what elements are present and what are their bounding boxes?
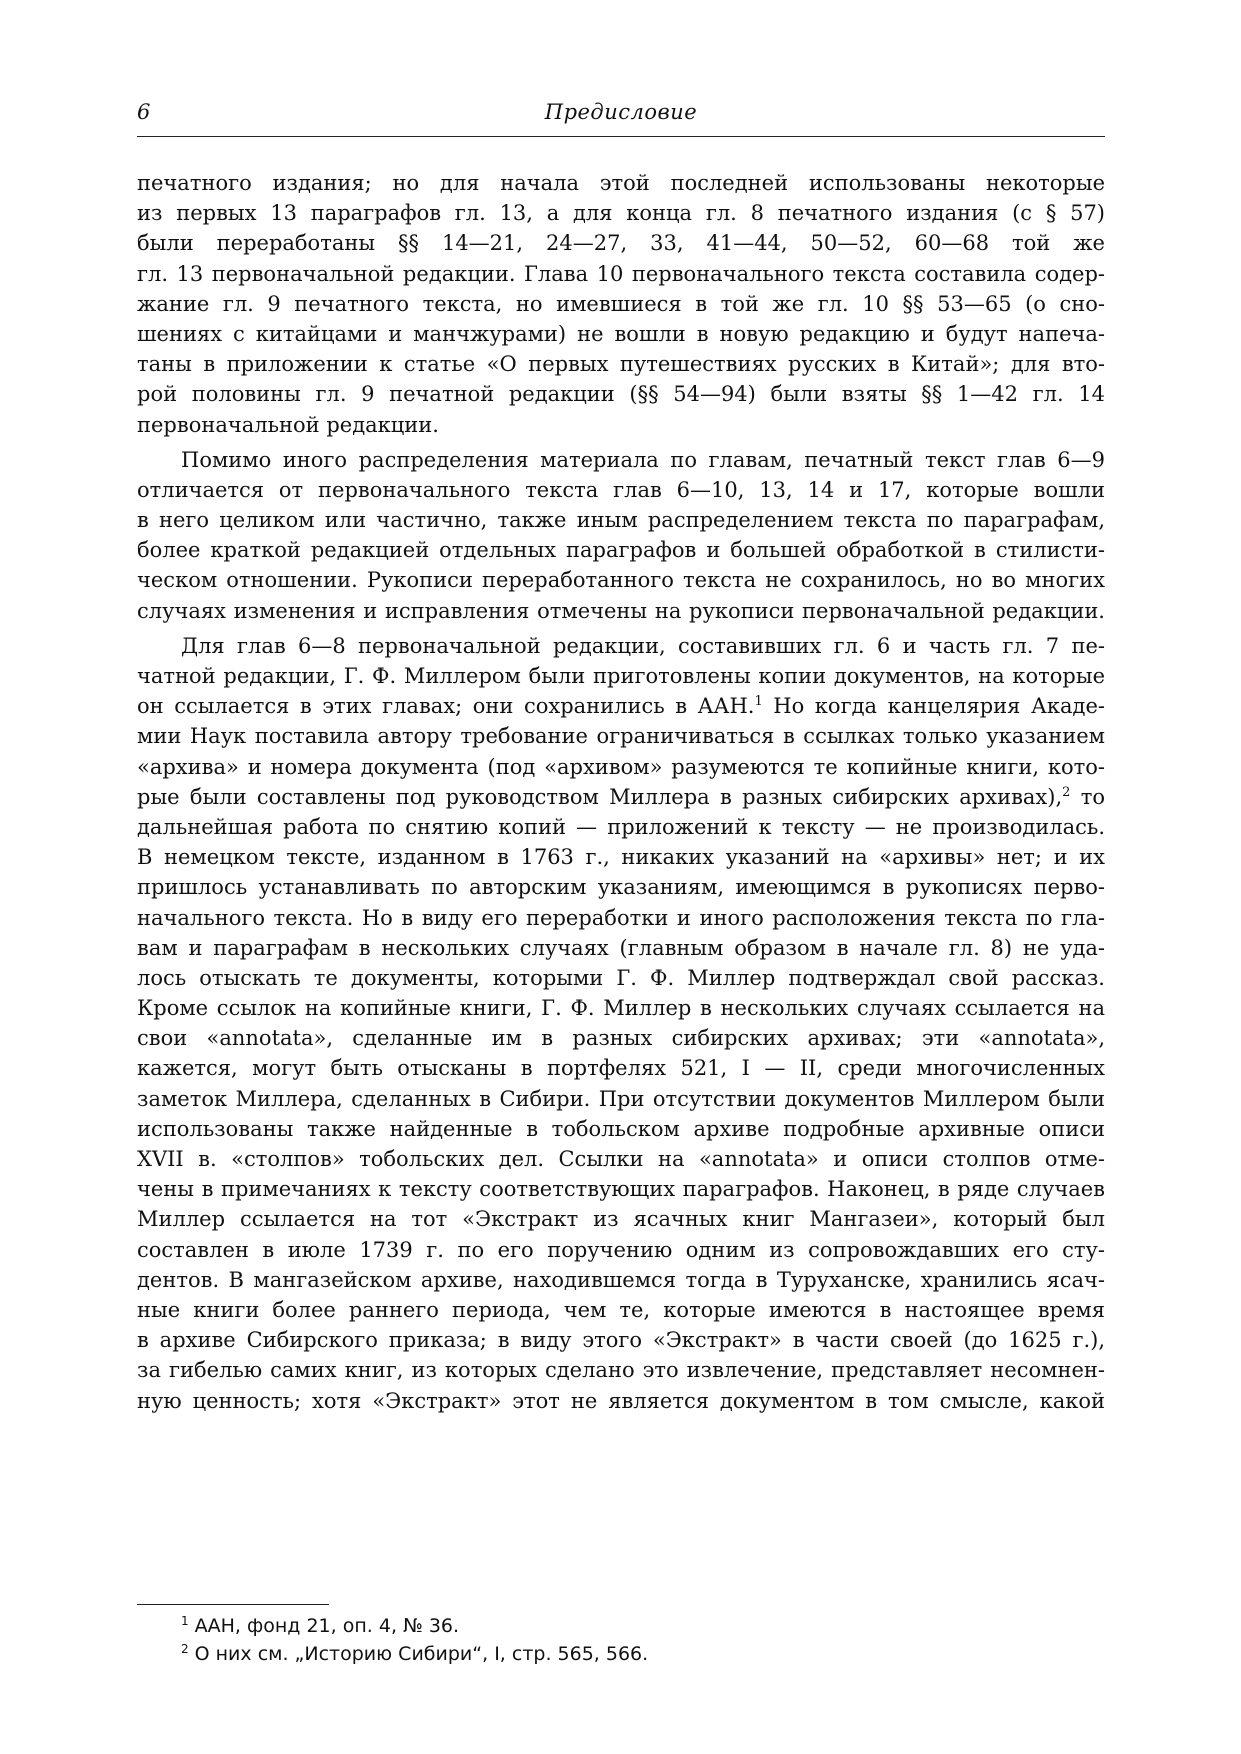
footnote-rule	[137, 1604, 329, 1605]
text-line: Миллер ссылается на тот «Экстракт из ясачных книг Мангазеи», который был	[137, 1207, 1105, 1232]
text-line: шениях с китайцами и манчжурами) не вошли в новую редакцию и будут напеча-	[137, 321, 1105, 346]
paragraph-1	[137, 168, 1105, 440]
text-line: дальнейшая работа по снятию копий — приложений к тексту — не производилась.	[137, 814, 1105, 839]
text-line: ческом отношении. Рукописи переработанного текста не сохранилось, но во многих	[137, 568, 1105, 593]
footnote-text: ААН, фонд 21, оп. 4, № 36.	[194, 1615, 460, 1637]
footnote-ref-2: 2	[1062, 784, 1071, 800]
text-line: мии Наук поставила автору требование ограничиваться в ссылках только указанием	[137, 724, 1105, 749]
paragraph-3	[137, 631, 1105, 1416]
text-line: составлен в июле 1739 г. по его поручению одним из сопровождавших его сту-	[137, 1237, 1105, 1262]
text-line: заметок Миллера, сделанных в Сибири. При отсутствии документов Миллером были	[137, 1086, 1105, 1111]
text-line: жание гл. 9 печатного текста, но имевшиеся в той же гл. 10 §§ 53—65 (о сно-	[137, 291, 1105, 316]
text-line	[137, 782, 1105, 812]
page-header	[137, 100, 1105, 134]
text-line: гл. 13 первоначальной редакции. Глава 10 первоначального текста составила содер-	[137, 261, 1105, 286]
text-line: «архива» и номера документа (под «архивом» разумеются те копийные книги, кото-	[137, 754, 1105, 779]
page-number: 6	[137, 100, 151, 124]
text-line: в него целиком или частично, также иным распределением текста по параграфам,	[137, 508, 1105, 533]
text-line: кажется, могут быть отысканы в портфелях 521, I — II, среди многочисленных	[137, 1056, 1105, 1081]
header-rule	[137, 136, 1105, 137]
footnote-text: О них см. „Историю Сибири“, I, стр. 565, 566.	[194, 1643, 649, 1665]
footnote-mark: 2	[181, 1642, 189, 1656]
footnote-2	[137, 1640, 1105, 1668]
footnote-ref-1: 1	[754, 694, 763, 710]
text-line: случаях изменения и исправления отмечены на рукописи первоначальной редакции.	[137, 598, 1105, 623]
footnote-mark: 1	[181, 1614, 189, 1628]
text-line: за гибелью самих книг, из которых сделано это извлечение, представляет несомнен-	[137, 1358, 1105, 1383]
text-line: Для глав 6—8 первоначальной редакции, составивших гл. 6 и часть гл. 7 пе-	[181, 633, 1105, 658]
text-line: из первых 13 параграфов гл. 13, а для конца гл. 8 печатного издания (с § 57)	[137, 201, 1105, 226]
text-line: таны в приложении к статье «О первых путешествиях русских в Китай»; для вто-	[137, 352, 1105, 377]
text-line: вам и параграфам в нескольких случаях (главным образом в начале гл. 8) не уда-	[137, 935, 1105, 960]
text-line: были переработаны §§ 14—21, 24—27, 33, 41—44, 50—52, 60—68 той же	[137, 231, 1105, 256]
text-line: более краткой редакцией отдельных параграфов и большей обработкой в стилисти-	[137, 538, 1105, 563]
text-line: чены в примечаниях к тексту соответствующих параграфов. Наконец, в ряде случаев	[137, 1177, 1105, 1202]
text-line: чатной редакции, Г. Ф. Миллером были приготовлены копии документов, на которые	[137, 664, 1105, 688]
footnotes	[137, 1612, 1105, 1668]
text-line: отличается от первоначального текста глав 6—10, 13, 14 и 17, которые вошли	[137, 477, 1105, 502]
text-fragment: рые были составлены под руководством Миллера в разных сибирских архивах),	[137, 784, 1063, 809]
text-line: пришлось устанавливать по авторским указаниям, имеющимся в рукописях перво-	[137, 875, 1105, 900]
text-line: Помимо иного распределения материала по главам, печатный текст глав 6—9	[181, 447, 1105, 472]
text-line: дентов. В мангазейском архиве, находившемся тогда в Туруханске, хранились ясач-	[137, 1267, 1105, 1292]
text-line: свои «annotata», сделанные им в разных сибирских архивах; эти «annotata»,	[137, 1026, 1105, 1051]
paragraph-2	[137, 445, 1105, 626]
text-line: XVII в. «столпов» тобольских дел. Ссылки на «annotata» и описи столпов отме-	[137, 1147, 1105, 1171]
footnote-1	[137, 1612, 1105, 1640]
text-line: первоначальной редакции.	[137, 412, 439, 437]
text-line: ные книги более раннего периода, чем те, которые имеются в настоящее время	[137, 1297, 1105, 1322]
text-line: рой половины гл. 9 печатной редакции (§§ 54—94) были взяты §§ 1—42 гл. 14	[137, 382, 1105, 407]
text-line: начального текста. Но в виду его переработки и иного расположения текста по гла-	[137, 905, 1105, 930]
text-fragment: он ссылается в этих главах; они сохранились в ААН.	[137, 694, 755, 719]
text-line: использованы также найденные в тобольском архиве подробные архивные описи	[137, 1116, 1105, 1141]
text-line: ную ценность; хотя «Экстракт» этот не является документом в том смысле, какой	[137, 1388, 1105, 1413]
text-line: в архиве Сибирского приказа; в виду этого «Экстракт» в части своей (до 1625 г.),	[137, 1328, 1105, 1353]
text-line: лось отыскать те документы, которыми Г. Ф. Миллер подтверждал свой рассказ.	[137, 965, 1105, 990]
text-fragment: Но когда канцелярия Акаде-	[762, 694, 1105, 719]
running-title: Предисловие	[544, 100, 698, 124]
text-fragment: то	[1070, 784, 1105, 809]
text-line: Кроме ссылок на копийные книги, Г. Ф. Миллер в нескольких случаях ссылается на	[137, 996, 1105, 1021]
text-line: печатного издания; но для начала этой последней использованы некоторые	[137, 171, 1105, 195]
text-line: В немецком тексте, изданном в 1763 г., никаких указаний на «архивы» нет; и их	[137, 845, 1105, 870]
text-line	[137, 691, 1105, 721]
body-text	[137, 168, 1105, 1416]
